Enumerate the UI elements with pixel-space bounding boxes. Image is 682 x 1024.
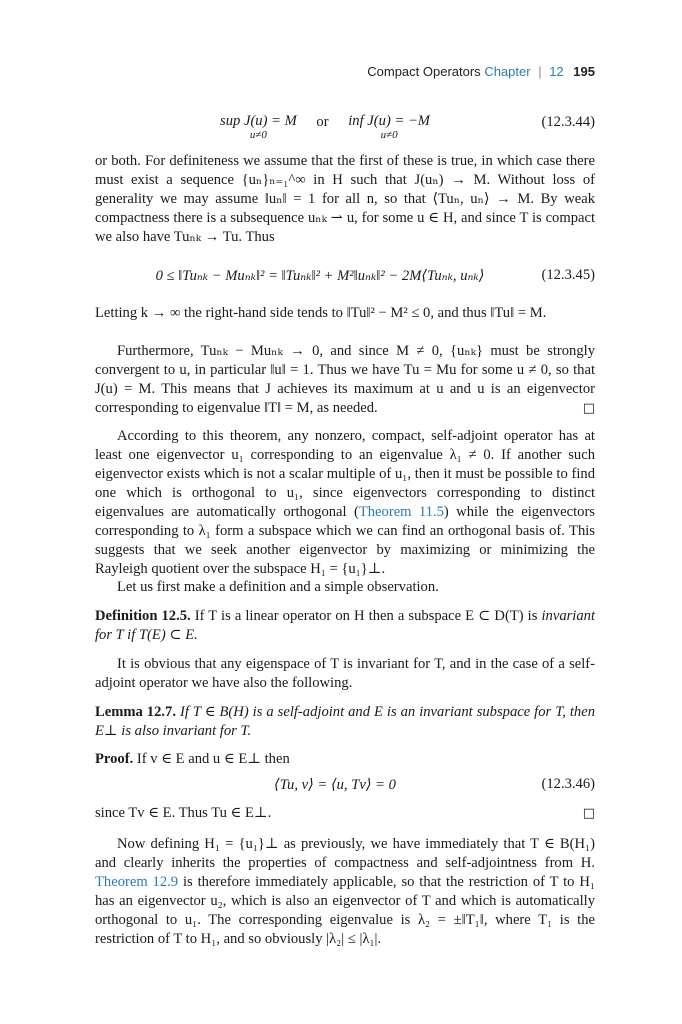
equation-12-3-45 xyxy=(95,267,595,289)
proof: Proof. If v ∈ E and u ∈ E⊥ then xyxy=(95,751,290,767)
eq44-left-sub: u≠0 xyxy=(249,129,267,141)
equation-12-3-44 xyxy=(95,113,595,141)
paragraph-2: Letting k → ∞ the right-hand side tends to ‖Tu‖² − M² ≤ 0, and thus ‖Tu‖ = M. xyxy=(95,305,547,321)
paragraph-6: It is obvious that any eigenspace of T is invariant for T, and in the case of a self-adjoint operator we have also the following. xyxy=(95,656,595,691)
lemma-12-7: Lemma 12.7. If T ∈ B(H) is a self-adjoint and E is an invariant subspace for T, then E⊥ is also invariant for T. xyxy=(95,704,595,739)
lemma-label: Lemma 12.7. xyxy=(95,704,176,720)
equation-number: (12.3.44) xyxy=(541,114,595,130)
eq44-right-sub: u≠0 xyxy=(380,129,398,141)
chapter-number: 12 xyxy=(549,64,564,79)
qed-square: □ xyxy=(582,401,595,416)
eq46-body: ⟨Tu, v⟩ = ⟨u, Tv⟩ = 0 xyxy=(274,777,396,793)
running-head xyxy=(367,64,595,79)
eq44-right: inf J(u) = −M xyxy=(348,113,430,129)
qed-square: □ xyxy=(582,806,595,821)
paragraph-8: Now defining H₁ = {u₁}⊥ as previously, we have immediately that T ∈ B(H₁) and clearly inherits the properties of compactness and self-adjointness from H. Theorem 12.9 is therefore immediately applicable, so that the restriction of T to H₁ has an eigenvector u₂, which is also an eigenvector of T and which is automatically orthogonal to u₁. The corresponding eigenvalue is λ₂ = ±‖T₁‖, where T₁ is the restriction of T to H₁, and so obviously |λ₂| ≤ |λ₁|. xyxy=(95,836,595,947)
eq45-body: 0 ≤ ‖Tuₙₖ − Muₙₖ‖² = ‖Tuₙₖ‖² + M²‖uₙₖ‖² − 2M⟨Tuₙₖ, uₙₖ⟩ xyxy=(155,268,485,284)
equation-number: (12.3.46) xyxy=(541,776,595,792)
chapter-label: Chapter xyxy=(484,64,531,79)
paragraph-3: Furthermore, Tuₙₖ − Muₙₖ → 0, and since M ≠ 0, {uₙₖ} must be strongly convergent to u, in particular ‖u‖ = 1. Thus we have Tu = Mu for some u ≠ 0, so that J(u) = M. This means that J achieves its maximum at u and u is an eigenvector corresponding to eigenvalue ‖T‖ = M, as needed. □ xyxy=(95,343,595,416)
proof-label: Proof. xyxy=(95,751,134,767)
paragraph-4: According to this theorem, any nonzero, compact, self-adjoint operator has at least one eigenvector u₁ corresponding to an eigenvalue λ₁ ≠ 0. If another such eigenvector exists which is not a scalar multiple of u₁, then it must be possible to find one which is orthogonal to u₁, since eigenvectors corresponding to distinct eigenvalues are automatically orthogonal (Theorem 11.5) while the eigenvectors corresponding to λ₁ form a subspace which we can find an orthogonal basis of. This suggests that we seek another eigenvector by maximizing or minimizing the Rayleigh quotient over the subspace H₁ = {u₁}⊥. xyxy=(95,428,595,577)
eq44-left: sup J(u) = M xyxy=(220,113,297,129)
paragraph-1: or both. For definiteness we assume that the first of these is true, in which case there must exist a sequence {uₙ}ₙ₌₁^∞ in H such that J(uₙ) → M. Without loss of generality we may assume ‖uₙ‖ = 1 for all n, so that ⟨Tuₙ, uₙ⟩ → M. By weak compactness there is a subsequence uₙₖ ⇀ u, for some u ∈ H, and since T is compact we also have Tuₙₖ → Tu. Thus xyxy=(95,153,595,245)
equation-12-3-46 xyxy=(95,776,595,798)
theorem-12-9-link[interactable]: Theorem 12.9 xyxy=(95,874,179,890)
paragraph-7: since Tv ∈ E. Thus Tu ∈ E⊥. □ xyxy=(95,805,595,821)
divider: | xyxy=(538,64,542,79)
theorem-11-5-link[interactable]: Theorem 11.5 xyxy=(358,504,444,520)
definition-label: Definition 12.5. xyxy=(95,608,191,624)
definition-12-5: Definition 12.5. If T is a linear operator on H then a subspace E ⊂ D(T) is invariant for T if T(E) ⊂ E. xyxy=(95,608,595,643)
paragraph-5: Let us first make a definition and a simple observation. xyxy=(117,579,439,595)
section-title: Compact Operators xyxy=(367,64,481,79)
eq44-or: or xyxy=(316,114,329,130)
equation-number: (12.3.45) xyxy=(541,267,595,283)
page-number: 195 xyxy=(573,64,595,79)
